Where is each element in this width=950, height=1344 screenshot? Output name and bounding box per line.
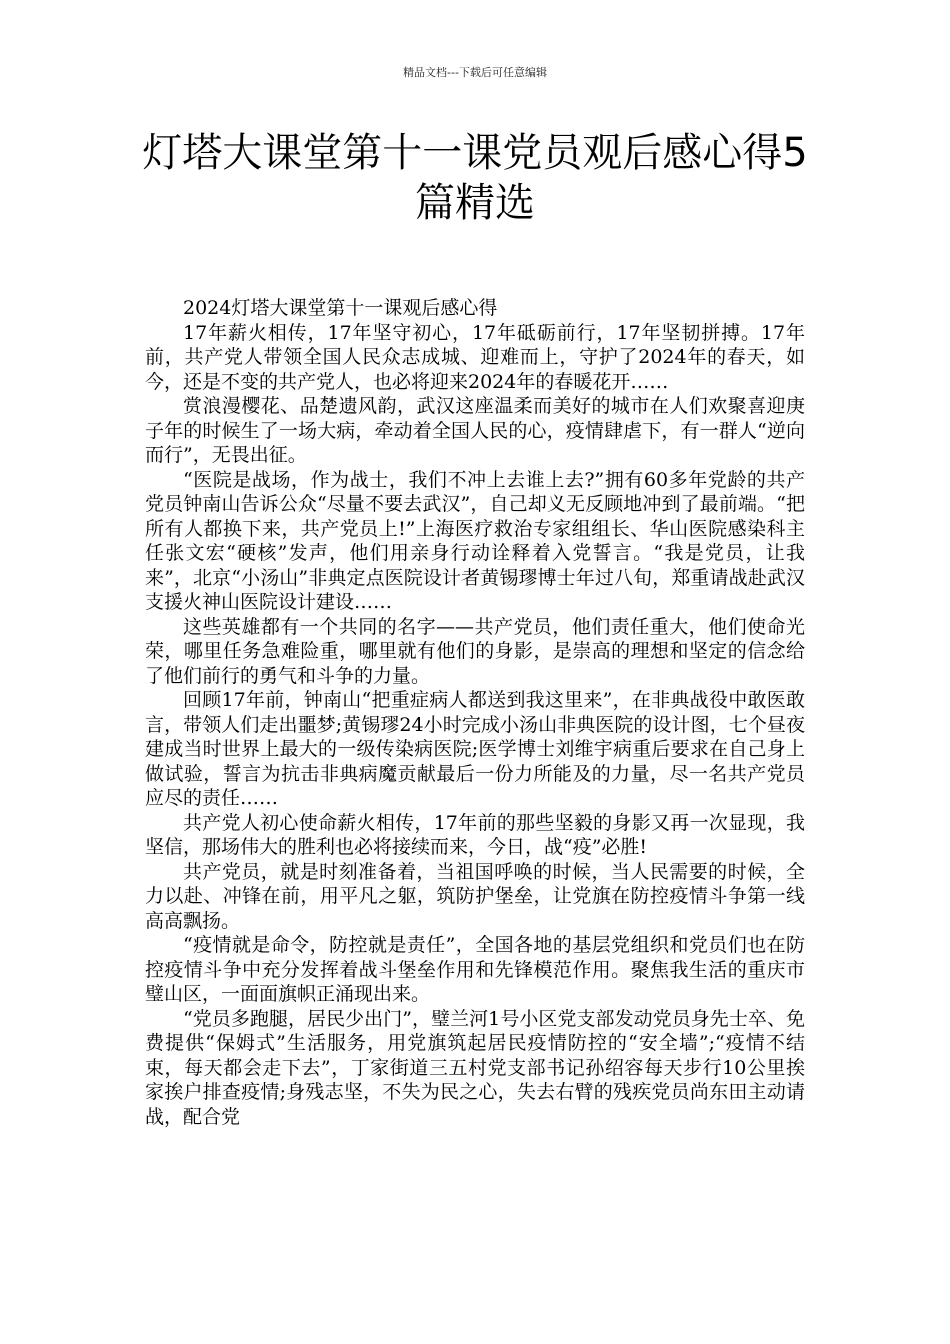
paragraph: 回顾17年前，钟南山“把重症病人都送到我这里来”，在非典战役中敢医敢言，带领人们走出噩梦;黄锡璆24小时完成小汤山非典医院的设计图，七个昼夜建成当时世界上最大的一级传染病医院;医学博士刘维宇病重后要求在自己身上做试验，誓言为抗击非典病魔贡献最后一份力所能及的力量，尽一名共产党员应尽的责任…… (145, 689, 805, 809)
document-body (145, 296, 805, 1129)
paragraph: “疫情就是命令，防控就是责任”，全国各地的基层党组织和党员们也在防控疫情斗争中充分发挥着战斗堡垒作用和先锋模范作用。聚焦我生活的重庆市璧山区，一面面旗帜正涌现出来。 (145, 934, 805, 1005)
header-note: 精品文档---下载后可任意编辑 (403, 66, 547, 79)
paragraph: 共产党员，就是时刻准备着，当祖国呼唤的时候，当人民需要的时候，全力以赴、冲锋在前，用平凡之躯，筑防护堡垒，让党旗在防控疫情斗争第一线高高飘扬。 (145, 860, 805, 932)
paragraph: “党员多跑腿，居民少出门”，璧兰河1号小区党支部发动党员身先士卒、免费提供“保姆式”生活服务，用党旗筑起居民疫情防控的“安全墙”;“疫情不结束，每天都会走下去”，丁家街道三五村党支部书记孙绍容每天步行10公里挨家挨户排查疫情;身残志坚，不失为民之心，失去右臂的残疾党员尚东田主动请战，配合党 (145, 1007, 805, 1128)
paragraph: 17年薪火相传，17年坚守初心，17年砥砺前行，17年坚韧拼搏。17年前，共产党人带领全国人民众志成城、迎难而上，守护了2024年的春天，如今，还是不变的共产党人，也必将迎来2024年的春暖花开…… (145, 321, 805, 393)
paragraph: 赏浪漫樱花、品楚遗风韵，武汉这座温柔而美好的城市在人们欢聚喜迎庚子年的时候生了一场大病，牵动着全国人民的心，疫情肆虐下，有一群人“逆向而行”，无畏出征。 (145, 395, 805, 466)
paragraph: “医院是战场，作为战士，我们不冲上去谁上去?”拥有60多年党龄的共产党员钟南山告诉公众“尽量不要去武汉”，自己却义无反顾地冲到了最前端。“把所有人都换下来，共产党员上!”上海医疗救治专家组组长、华山医院感染科主任张文宏“硬核”发声，他们用亲身行动诠释着入党誓言。“我是党员，让我来”，北京“小汤山”非典定点医院设计者黄锡璆博士年过八旬，郑重请战赴武汉支援火神山医院设计建设…… (145, 468, 805, 613)
document-title: 灯塔大课堂第十一课党员观后感心得5篇精选 (142, 130, 808, 226)
document-subtitle: 2024灯塔大课堂第十一课观后感心得 (183, 297, 498, 319)
paragraph: 共产党人初心使命薪火相传，17年前的那些坚毅的身影又再一次显现，我坚信，那场伟大的胜利也必将接续而来，今日，战“疫”必胜! (145, 811, 805, 858)
paragraph: 这些英雄都有一个共同的名字——共产党员，他们责任重大，他们使命光荣，哪里任务急难险重，哪里就有他们的身影，是崇高的理想和坚定的信念给了他们前行的勇气和斗争的力量。 (145, 615, 805, 687)
